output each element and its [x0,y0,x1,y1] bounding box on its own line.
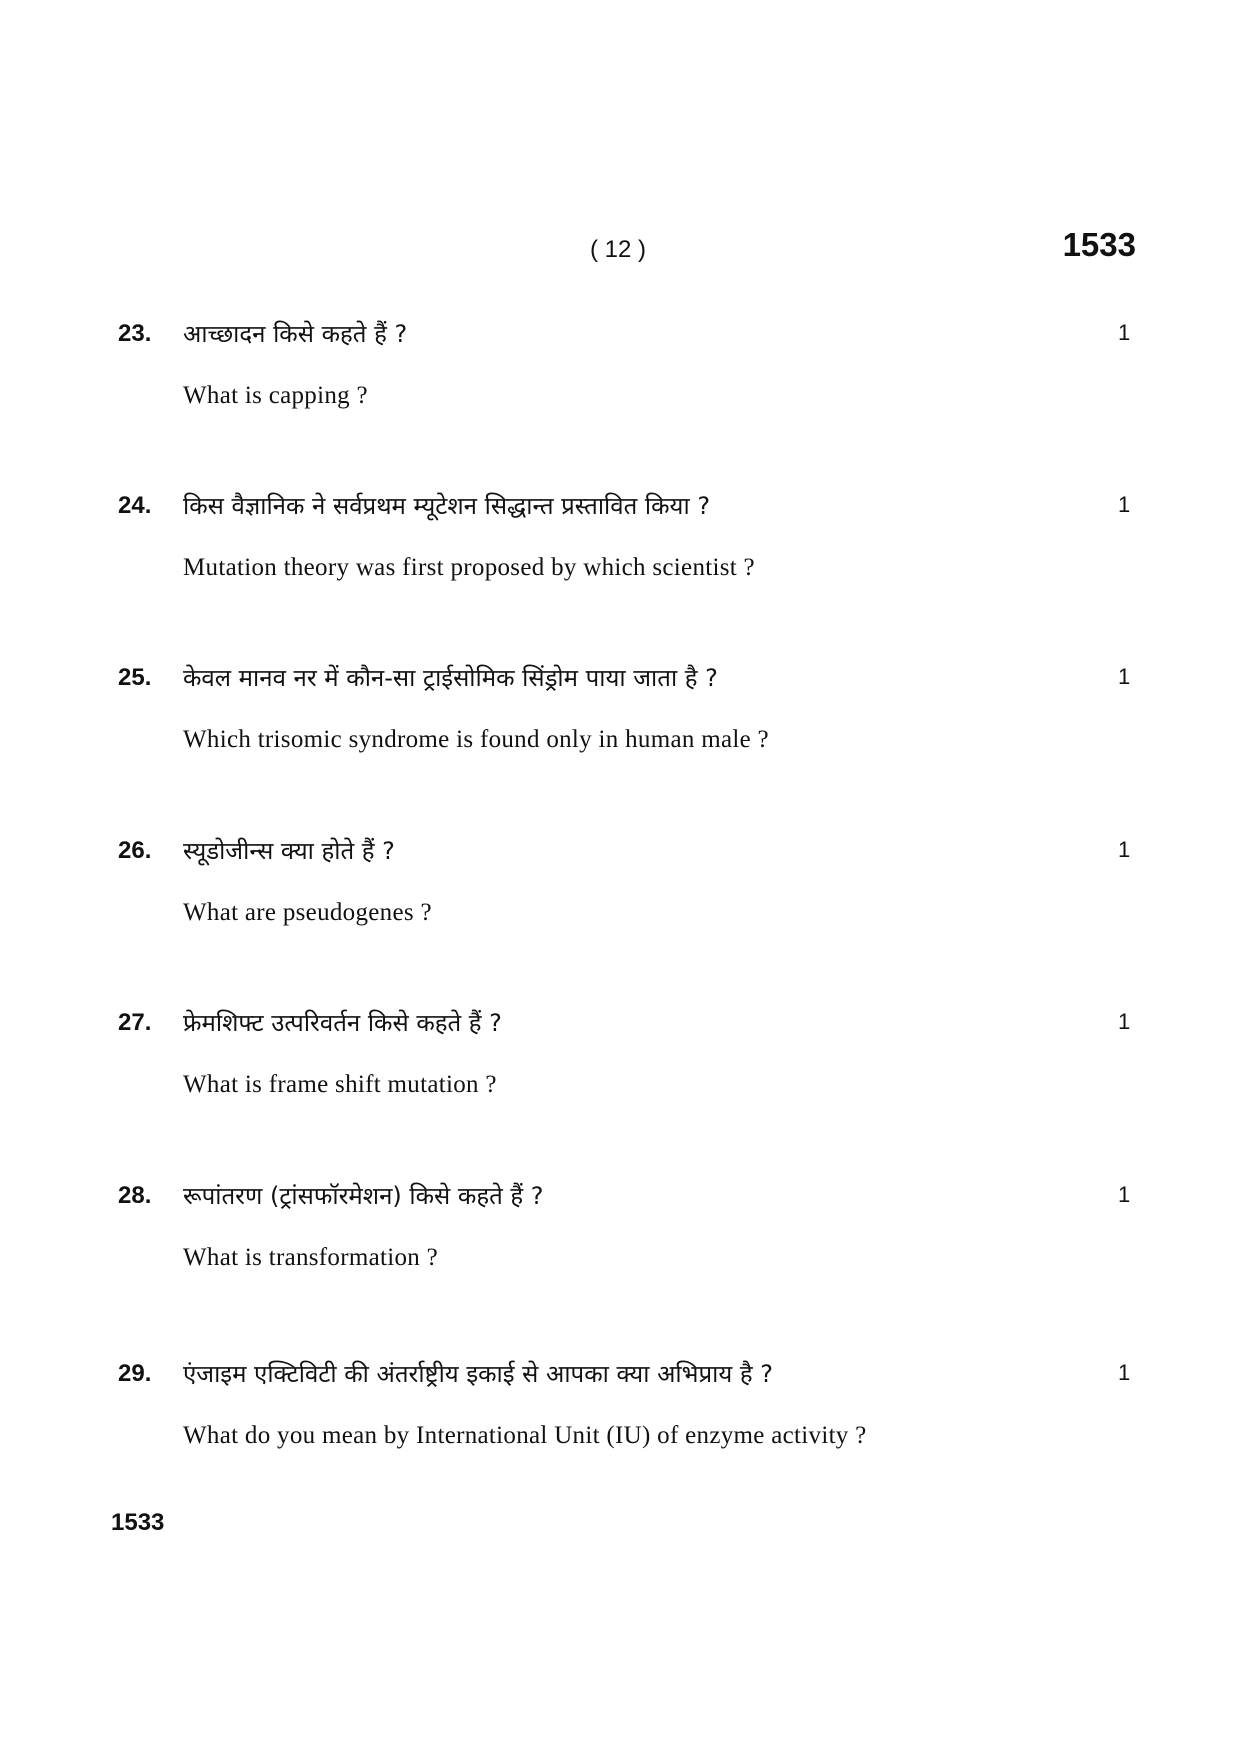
question-24 [0,492,1240,592]
paper-code-footer: 1533 [111,1509,165,1536]
question-number: 25. [118,664,152,691]
question-number: 23. [118,320,152,347]
question-text-english: Which trisomic syndrome is found only in human male ? [183,726,769,753]
question-text-hindi: फ्रेमशिफ्ट उत्परिवर्तन किसे कहते हैं ? [183,1009,502,1037]
question-25 [0,664,1240,764]
question-text-hindi: एंजाइम एक्टिविटी की अंतर्राष्ट्रीय इकाई से आपका क्या अभिप्राय है ? [183,1360,774,1388]
question-text-english: Mutation theory was first proposed by which scientist ? [183,554,755,581]
question-text-hindi: किस वैज्ञानिक ने सर्वप्रथम म्यूटेशन सिद्धान्त प्रस्तावित किया ? [183,492,711,520]
question-text-hindi: रूपांतरण (ट्रांसफॉरमेशन) किसे कहते हैं ? [183,1182,544,1210]
question-marks: 1 [1118,492,1131,517]
question-marks: 1 [1118,1009,1131,1034]
question-text-english: What is frame shift mutation ? [183,1071,497,1098]
question-number: 29. [118,1360,152,1387]
question-number: 27. [118,1009,152,1036]
question-26 [0,837,1240,937]
question-text-english: What do you mean by International Unit (IU) of enzyme activity ? [183,1422,867,1449]
question-29 [0,1360,1240,1460]
paper-code-header: 1533 [1062,226,1136,263]
question-marks: 1 [1118,664,1131,689]
question-number: 28. [118,1182,152,1209]
question-text-hindi: स्यूडोजीन्स क्या होते हैं ? [183,837,395,865]
question-marks: 1 [1118,837,1131,862]
question-number: 26. [118,837,152,864]
question-text-english: What are pseudogenes ? [183,899,432,926]
question-28 [0,1182,1240,1282]
page-number: ( 12 ) [590,236,647,263]
question-23 [0,320,1240,420]
question-text-hindi: केवल मानव नर में कौन-सा ट्राईसोमिक सिंड्रोम पाया जाता है ? [183,664,718,692]
question-text-hindi: आच्छादन किसे कहते हैं ? [183,320,408,348]
question-27 [0,1009,1240,1109]
question-number: 24. [118,492,152,519]
question-marks: 1 [1118,320,1131,345]
question-text-english: What is capping ? [183,382,368,409]
question-marks: 1 [1118,1182,1131,1207]
question-marks: 1 [1118,1360,1131,1385]
question-text-english: What is transformation ? [183,1244,439,1271]
